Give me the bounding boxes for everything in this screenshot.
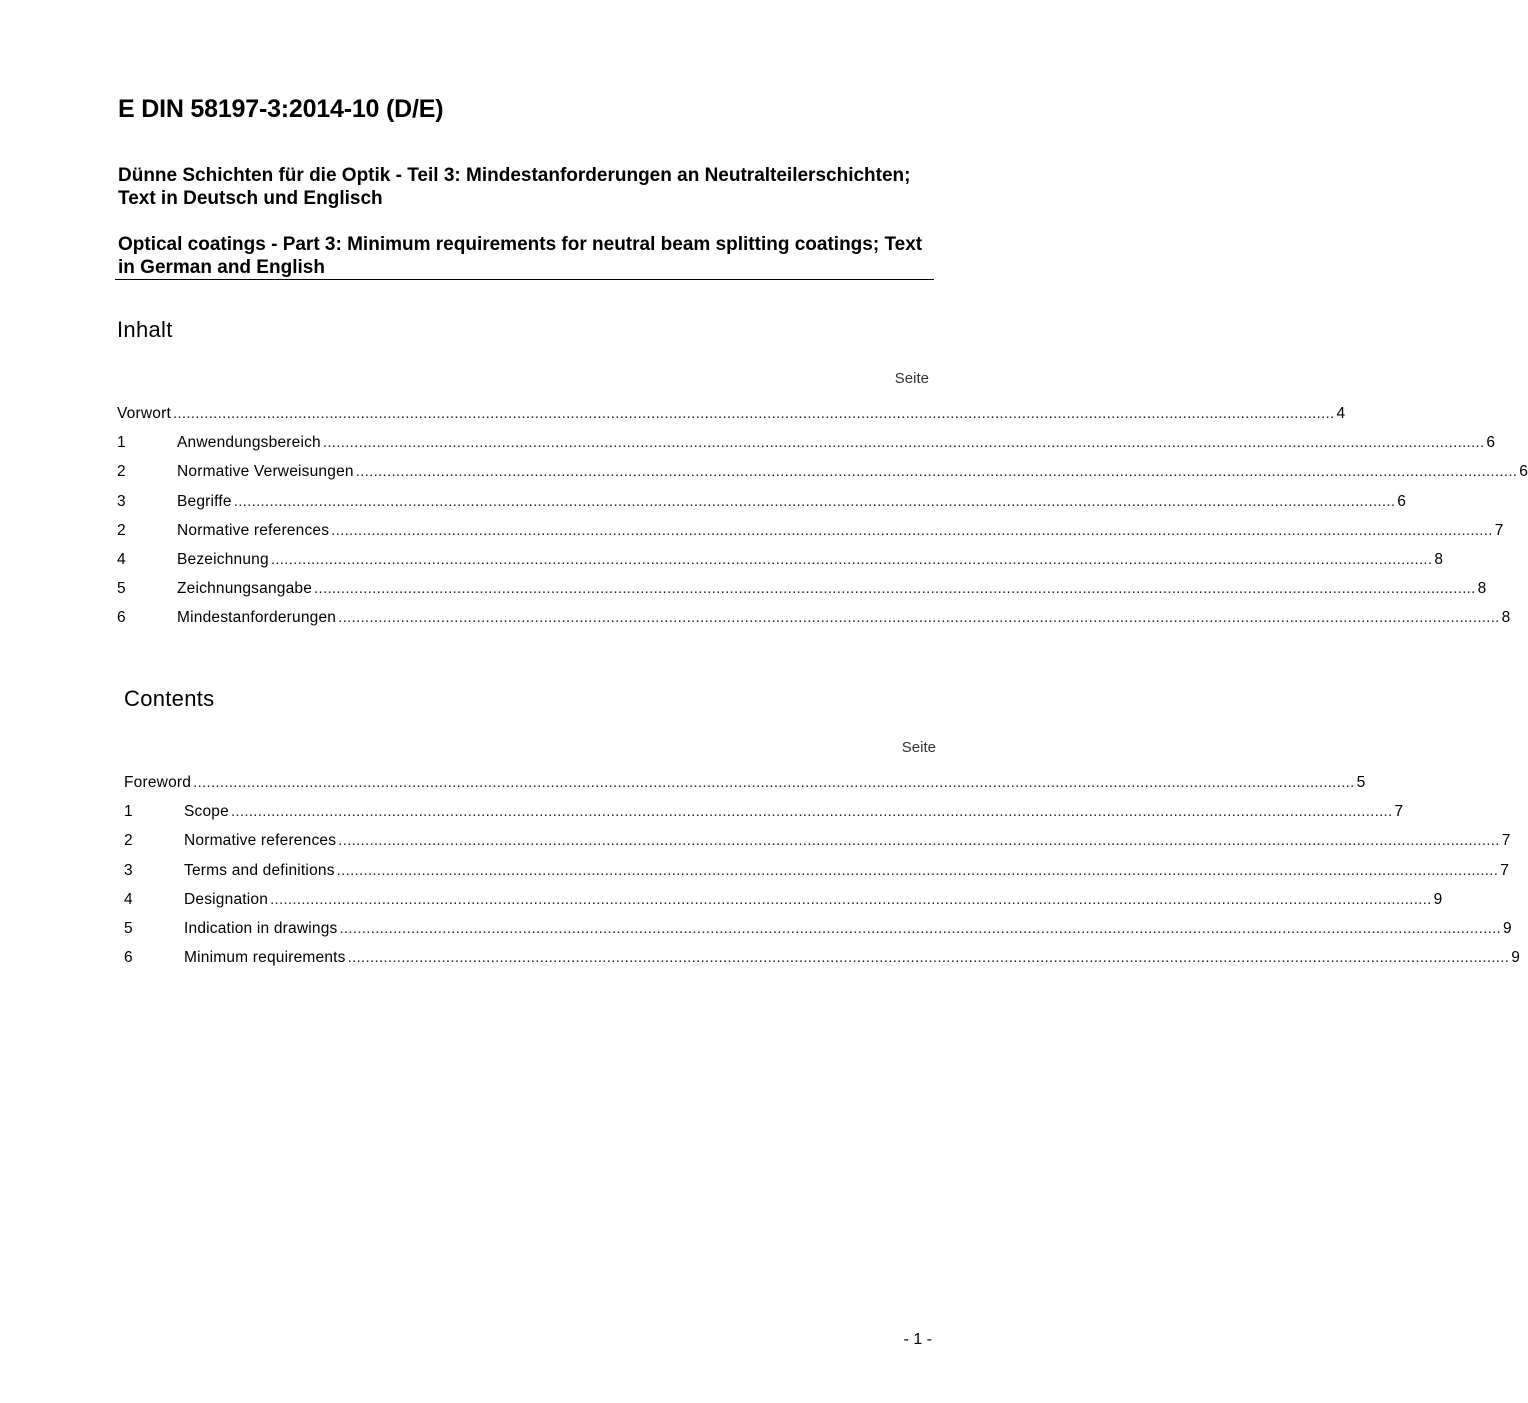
toc-german-page-label: Seite	[894, 370, 929, 387]
subtitle-english: Optical coatings - Part 3: Minimum requirements for neutral beam splitting coatings; Text in German and English	[118, 234, 923, 278]
toc-entry-page: 8	[1477, 580, 1487, 598]
subtitle-german: Dünne Schichten für die Optik - Teil 3: Mindestanforderungen an Neutralteilerschichten; Text in Deutsch und Englisch	[118, 165, 911, 209]
toc-entry-label: Terms and definitions	[184, 861, 335, 879]
toc-entry-number: 3	[117, 492, 126, 510]
toc-entry-page: 6	[1486, 434, 1496, 452]
document-title: E DIN 58197-3:2014-10 (D/E)	[118, 95, 444, 123]
toc-german-list	[117, 405, 1528, 639]
toc-entry[interactable]	[124, 803, 1404, 832]
toc-entry-label: Bezeichnung	[177, 550, 269, 568]
toc-entry-page: 9	[1503, 919, 1512, 937]
toc-dot-leader: ....................................................................................................................................................................................................................................................................	[270, 890, 1432, 908]
toc-entry[interactable]	[117, 521, 1504, 551]
toc-entry-page: 8	[1501, 609, 1511, 627]
toc-entry-number: 4	[117, 550, 126, 568]
toc-entry-page: 6	[1397, 492, 1407, 510]
toc-entry-page: 9	[1511, 949, 1521, 967]
toc-entry-label: Designation	[184, 890, 269, 908]
toc-english-list	[124, 774, 1521, 978]
toc-entry-label: Scope	[184, 803, 229, 821]
toc-dot-leader: ....................................................................................................................................................................................................................................................................	[331, 521, 1493, 539]
toc-entry[interactable]	[117, 550, 1444, 580]
toc-entry-number: 6	[117, 609, 126, 627]
toc-dot-leader: ....................................................................................................................................................................................................................................................................	[230, 803, 1393, 821]
toc-dot-leader: ....................................................................................................................................................................................................................................................................	[339, 919, 1502, 937]
toc-entry[interactable]	[117, 609, 1511, 638]
toc-entry-page: 7	[1494, 521, 1504, 539]
toc-entry-number: 2	[124, 832, 133, 850]
toc-dot-leader: ....................................................................................................................................................................................................................................................................	[322, 434, 1485, 452]
toc-entry-number: 3	[124, 861, 133, 879]
toc-entry-number: 6	[124, 949, 133, 967]
toc-entry[interactable]	[124, 774, 1366, 803]
toc-dot-leader: ....................................................................................................................................................................................................................................................................	[172, 405, 1335, 422]
toc-entry-number: 5	[117, 580, 126, 598]
toc-entry-number: 1	[124, 803, 133, 821]
toc-english-page-label: Seite	[901, 739, 936, 756]
toc-entry-label: Normative Verweisungen	[177, 463, 354, 481]
toc-entry-label: Minimum requirements	[184, 949, 346, 967]
toc-entry[interactable]	[124, 861, 1510, 891]
toc-entry-label: Anwendungsbereich	[177, 434, 321, 452]
toc-entry-label: Begriffe	[177, 492, 232, 510]
title-divider	[115, 279, 934, 280]
toc-entry-number: 4	[124, 890, 133, 908]
toc-entry[interactable]	[117, 492, 1407, 522]
toc-dot-leader: ....................................................................................................................................................................................................................................................................	[338, 832, 1500, 850]
toc-entry-label: Vorwort	[117, 405, 171, 422]
toc-entry-label: Mindestanforderungen	[177, 609, 337, 627]
toc-entry[interactable]	[124, 949, 1521, 978]
toc-entry-page: 5	[1356, 774, 1366, 791]
toc-entry[interactable]	[117, 405, 1346, 434]
toc-entry[interactable]	[117, 580, 1487, 609]
toc-entry-label: Foreword	[124, 774, 192, 791]
toc-dot-leader: ....................................................................................................................................................................................................................................................................	[336, 861, 1499, 879]
toc-entry-number: 2	[117, 521, 126, 539]
toc-entry-page: 7	[1501, 832, 1511, 850]
toc-entry-page: 9	[1433, 890, 1443, 908]
toc-entry-label: Zeichnungsangabe	[177, 580, 313, 598]
toc-entry-page: 6	[1519, 463, 1528, 481]
toc-english-heading: Contents	[124, 686, 215, 711]
toc-entry-page: 8	[1434, 550, 1444, 568]
toc-dot-leader: ....................................................................................................................................................................................................................................................................	[355, 463, 1518, 481]
toc-entry[interactable]	[124, 832, 1511, 861]
toc-entry-label: Indication in drawings	[184, 919, 338, 937]
toc-entry-page: 4	[1336, 405, 1346, 422]
toc-dot-leader: ....................................................................................................................................................................................................................................................................	[338, 609, 1500, 627]
toc-dot-leader: ....................................................................................................................................................................................................................................................................	[270, 550, 1433, 568]
toc-dot-leader: ....................................................................................................................................................................................................................................................................	[314, 580, 1476, 598]
toc-dot-leader: ....................................................................................................................................................................................................................................................................	[193, 774, 1355, 791]
toc-dot-leader: ....................................................................................................................................................................................................................................................................	[233, 492, 1396, 510]
toc-entry-number: 1	[117, 434, 126, 452]
toc-entry[interactable]	[117, 463, 1528, 492]
page-number: - 1 -	[903, 1331, 932, 1348]
toc-entry-label: Normative references	[177, 521, 330, 539]
toc-entry-number: 2	[117, 463, 126, 481]
toc-entry-page: 7	[1500, 861, 1510, 879]
toc-entry-number: 5	[124, 919, 133, 937]
toc-entry-page: 7	[1394, 803, 1404, 821]
toc-german-heading: Inhalt	[117, 317, 173, 342]
toc-entry[interactable]	[117, 434, 1496, 463]
toc-entry[interactable]	[124, 890, 1443, 920]
toc-dot-leader: ....................................................................................................................................................................................................................................................................	[347, 949, 1510, 967]
toc-entry-label: Normative references	[184, 832, 337, 850]
toc-entry[interactable]	[124, 919, 1512, 949]
